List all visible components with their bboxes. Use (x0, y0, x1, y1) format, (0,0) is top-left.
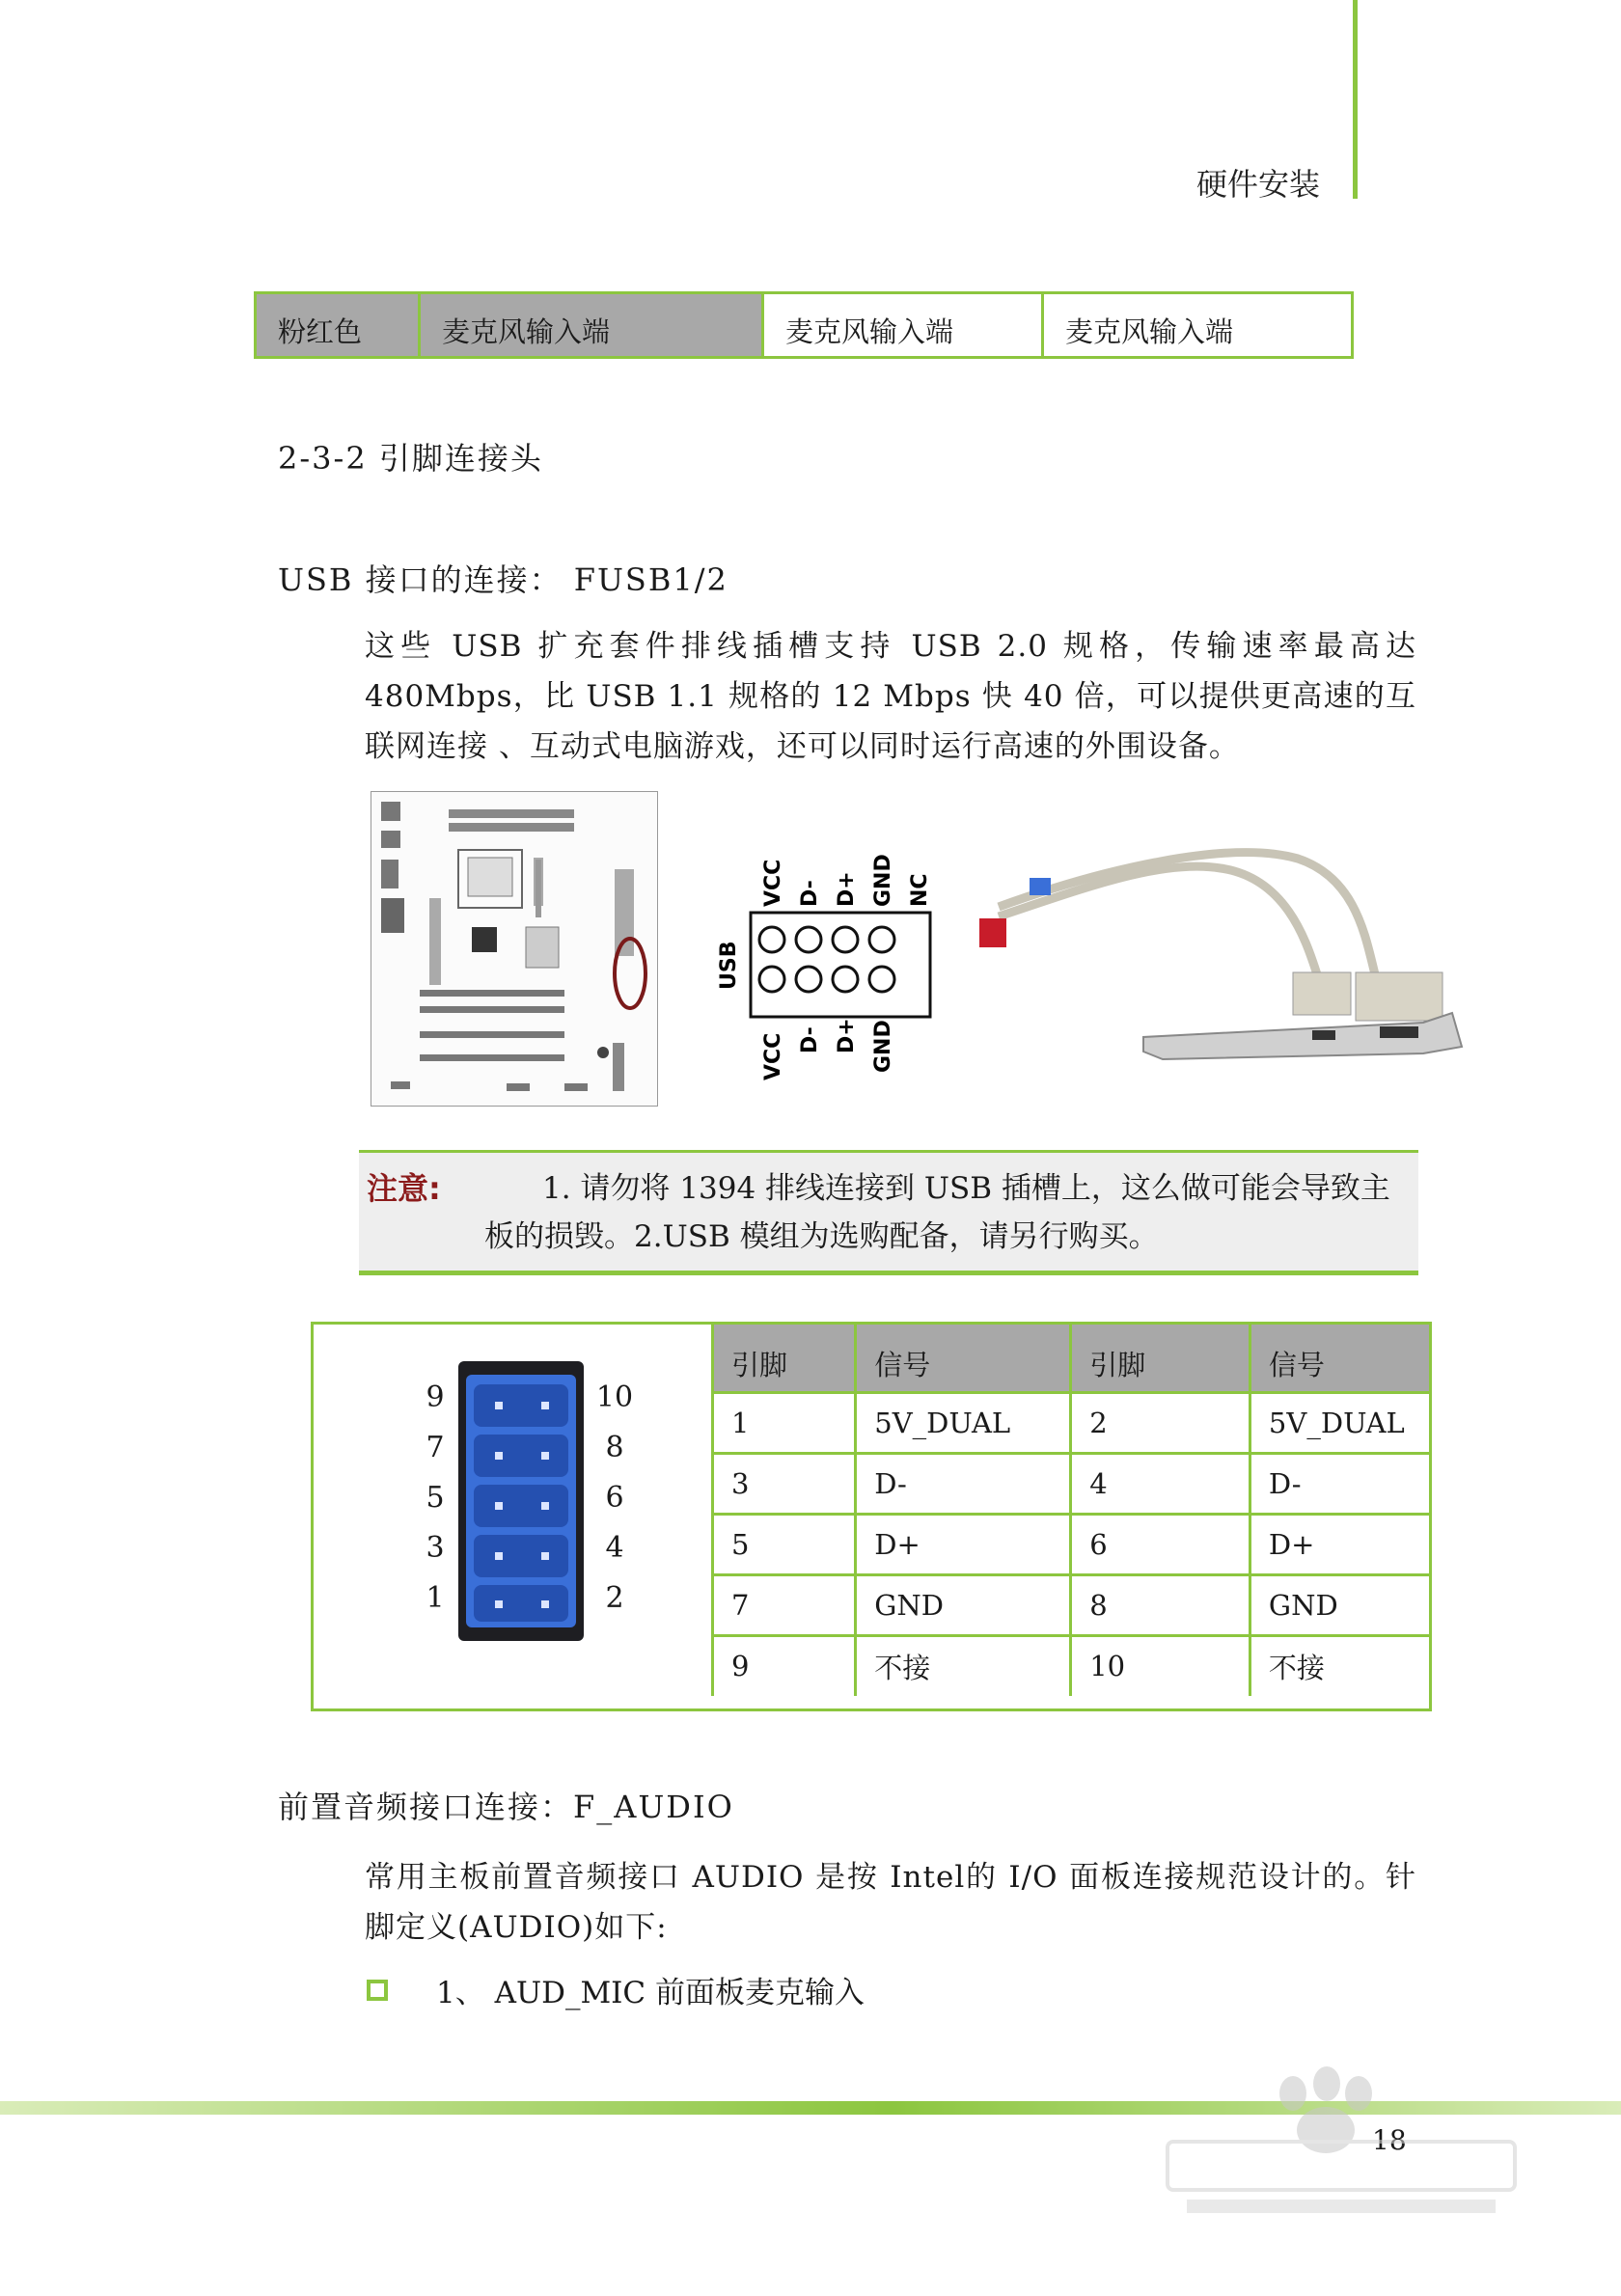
table-row (713, 1514, 1430, 1574)
pin-label-bottom: VCC (761, 1032, 785, 1080)
pin-label-bottom: D+ (835, 1018, 859, 1053)
note-box (359, 1150, 1418, 1275)
table-cell: 1 (713, 1392, 856, 1453)
table-header: 引脚 (1071, 1325, 1250, 1392)
pin-label-top: GND (871, 854, 895, 907)
color-cell: 麦克风输入端 (764, 294, 1044, 356)
note-label: 注意: (367, 1170, 441, 1207)
table-row (713, 1635, 1430, 1696)
pin-label-bottom: D- (798, 1026, 822, 1053)
pin-circle (759, 927, 784, 952)
table-cell: D+ (1250, 1514, 1429, 1574)
pin-circle (796, 967, 821, 992)
table-cell: GND (1250, 1574, 1429, 1635)
table-cell: 10 (1071, 1635, 1250, 1696)
table-header-row (713, 1325, 1430, 1392)
table-cell: D- (1250, 1453, 1429, 1514)
table-row (713, 1453, 1430, 1514)
note-text: 1. 请勿将 1394 排线连接到 USB 插槽上，这么做可能会导致主板的损毁。2.USB 模组为选购配备，请另行购买。 (484, 1171, 1390, 1254)
pin-circle (796, 927, 821, 952)
pin-circle (833, 927, 858, 952)
table-cell: D+ (856, 1514, 1071, 1574)
baidu-watermark-logo (1148, 2055, 1534, 2228)
pin-circle (833, 967, 858, 992)
checkbox-bullet-icon (367, 1980, 388, 2001)
color-cell: 粉红色 (257, 294, 421, 356)
pin-label-bottom: GND (871, 1020, 895, 1073)
color-cell: 麦克风输入端 (421, 294, 764, 356)
table-cell: 2 (1071, 1392, 1250, 1453)
pin-number-left: 1 (426, 1581, 445, 1615)
table-cell: 5 (713, 1514, 856, 1574)
table-cell: 不接 (1250, 1635, 1429, 1696)
pin-number-right: 2 (605, 1581, 624, 1615)
table-cell: 9 (713, 1635, 856, 1696)
table-cell: GND (856, 1574, 1071, 1635)
pin-definition-box (311, 1322, 1432, 1711)
pin-number-left: 7 (426, 1431, 445, 1464)
usb-paragraph: 这些 USB 扩充套件排线插槽支持 USB 2.0 规格，传输速率最高达 480Mbps，比 USB 1.1 规格的 12 Mbps 快 40 倍，可以提供更高速的互联网连接 、互动式电脑游戏，还可以同时运行高速的外围设备。 (365, 629, 1416, 764)
table-cell: 5V_DUAL (1250, 1392, 1429, 1453)
table-cell: 7 (713, 1574, 856, 1635)
pin-number-right: 10 (595, 1380, 634, 1414)
usb-header-photo (458, 1361, 584, 1641)
pin-number-left: 5 (426, 1481, 445, 1515)
table-cell: 6 (1071, 1514, 1250, 1574)
audio-bullet-item: 1、 AUD_MIC 前面板麦克输入 (436, 1976, 865, 2010)
audio-paragraph: 常用主板前置音频接口 AUDIO 是按 Intel的 I/O 面板连接规范设计的。针脚定义(AUDIO)如下: (365, 1860, 1416, 1945)
section-title: 硬件安装 (1196, 166, 1321, 203)
pin-circle (759, 967, 784, 992)
color-table (254, 291, 1354, 359)
connector-red (979, 918, 1006, 947)
pin-label-top: D- (798, 880, 822, 907)
table-cell: 5V_DUAL (856, 1392, 1071, 1453)
audio-heading: 前置音频接口连接：F_AUDIO (278, 1789, 734, 1825)
pin-number-left: 9 (426, 1380, 445, 1414)
section-heading: 2-3-2 引脚连接头 (278, 440, 543, 477)
table-header: 引脚 (713, 1325, 856, 1392)
pin-table (711, 1325, 1429, 1696)
page-number: 18 (1372, 2124, 1407, 2156)
pin-number-left: 3 (426, 1531, 445, 1565)
table-cell: 3 (713, 1453, 856, 1514)
usb-pinout-diagram (675, 830, 965, 1080)
pin-number-right: 4 (605, 1531, 624, 1565)
color-cell: 麦克风输入端 (1065, 315, 1234, 348)
pin-number-right: 6 (605, 1481, 624, 1515)
table-row (713, 1392, 1430, 1453)
table-cell: 4 (1071, 1453, 1250, 1514)
table-cell: 8 (1071, 1574, 1250, 1635)
pin-label-top: VCC (761, 859, 785, 907)
connector-blue (1030, 878, 1051, 895)
table-header: 信号 (856, 1325, 1071, 1392)
usb-heading: USB 接口的连接： FUSB1/2 (278, 561, 728, 598)
table-cell: D- (856, 1453, 1071, 1514)
table-row (713, 1574, 1430, 1635)
pin-label-top: NC (908, 873, 932, 907)
connector-label: USB (717, 941, 741, 990)
usb-cable-bracket-illustration (970, 830, 1471, 1090)
header-rule (1353, 0, 1358, 199)
motherboard-illustration (371, 791, 658, 1107)
pin-circle (869, 967, 894, 992)
table-cell: 不接 (856, 1635, 1071, 1696)
pin-number-right: 8 (605, 1431, 624, 1464)
table-header: 信号 (1250, 1325, 1429, 1392)
pin-circle (869, 927, 894, 952)
pin-label-top: D+ (835, 871, 859, 907)
